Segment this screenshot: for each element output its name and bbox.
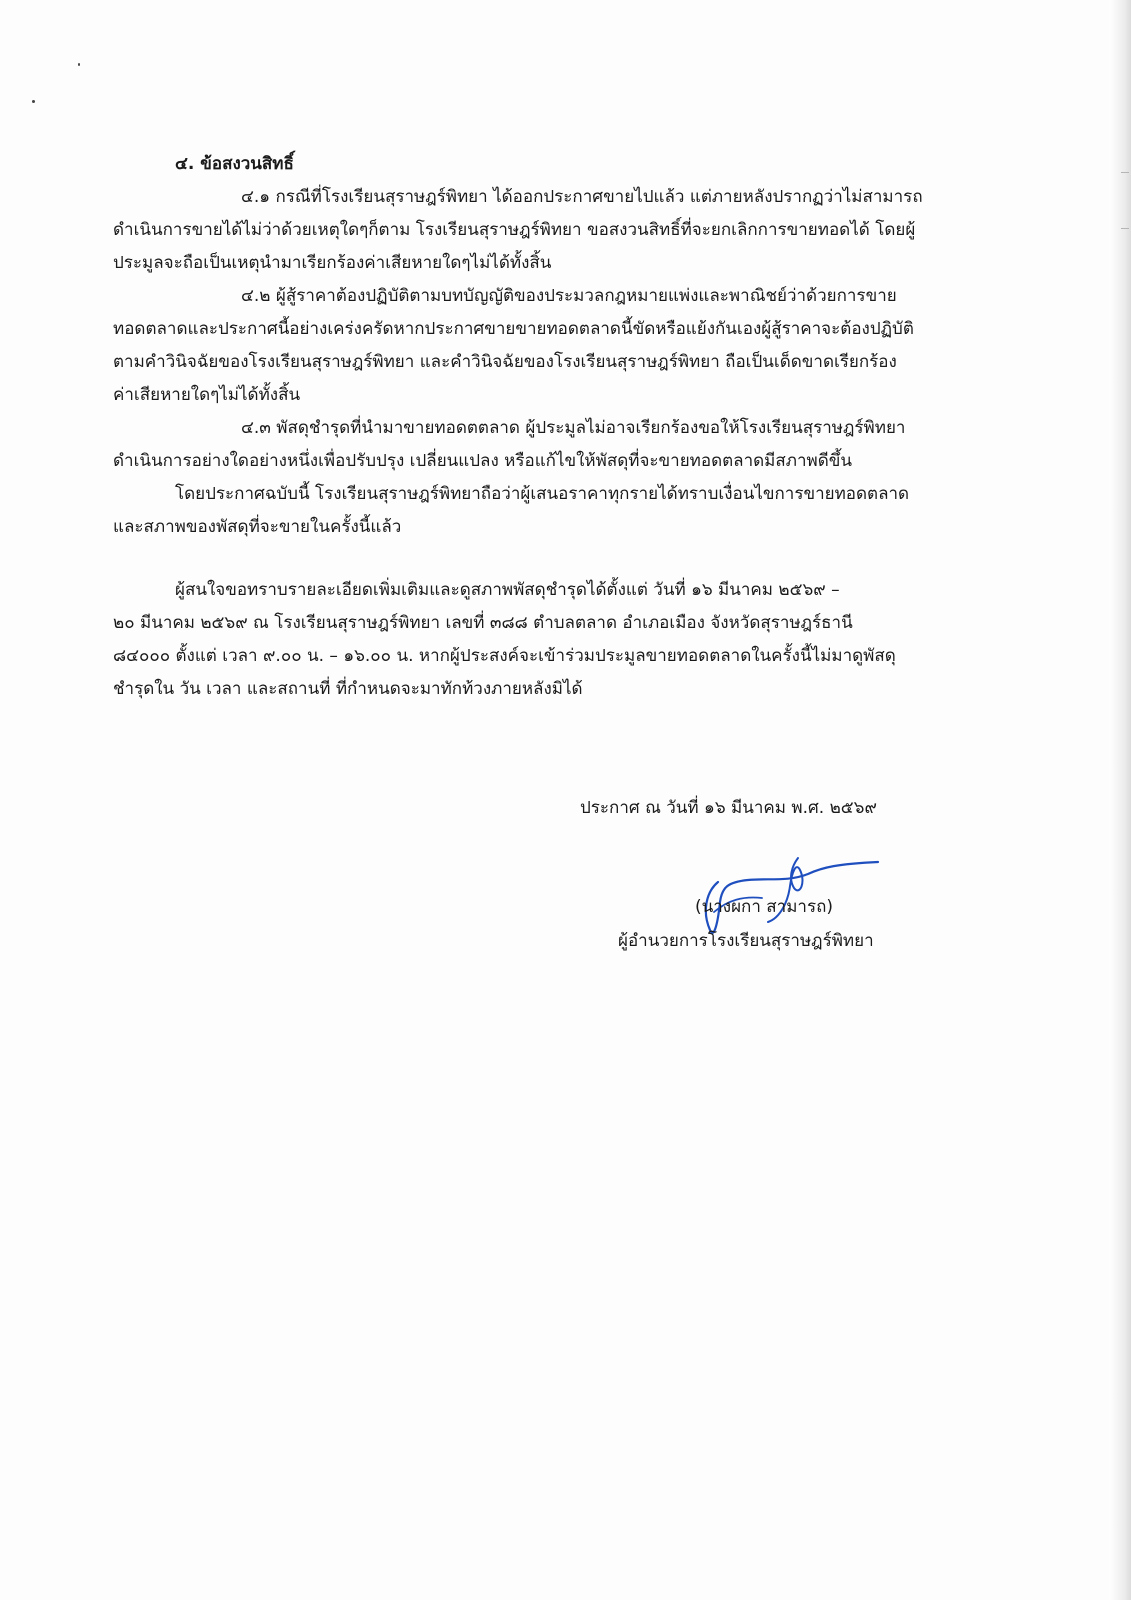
scan-edge-shadow [1109,0,1131,1600]
paragraph-4-2-line: ทอดตลาดและประกาศนี้อย่างเคร่งครัดหากประกาศขายขายทอดตลาดนี้ขัดหรือแย้งกันเองผู้สู้ราคาจะต้องปฏิบัติ [113,319,914,339]
paragraph-4-1-line: ประมูลจะถือเป็นเหตุนำมาเรียกร้องค่าเสียหายใดๆไม่ได้ทั้งสิ้น [113,253,552,273]
document-body [113,148,998,706]
paragraph-4-2-line: ค่าเสียหายใดๆไม่ได้ทั้งสิ้น [113,385,301,405]
issued-date: ประกาศ ณ วันที่ ๑๖ มีนาคม พ.ศ. ๒๕๖๙ [580,798,877,818]
paragraph-4-2-line: ๔.๒ ผู้สู้ราคาต้องปฏิบัติตามบทบัญญัติของประมวลกฎหมายแพ่งและพาณิชย์ว่าด้วยการขาย [241,286,897,306]
inspection-paragraph-line: ๘๔๐๐๐ ตั้งแต่ เวลา ๙.๐๐ น. – ๑๖.๐๐ น. หากผู้ประสงค์จะเข้าร่วมประมูลขายทอดตลาดในครั้งนี้ไม่มาดูพัสดุ [113,646,896,666]
inspection-paragraph-line: ชำรุดใน วัน เวลา และสถานที่ ที่กำหนดจะมาทักท้วงภายหลังมิได้ [113,679,583,699]
notice-paragraph-line: โดยประกาศฉบับนี้ โรงเรียนสุราษฎร์พิทยาถือว่าผู้เสนอราคาทุกรายได้ทราบเงื่อนไขการขายทอดตลาด [175,484,910,504]
scan-speck [32,100,35,103]
signer-title: ผู้อำนวยการโรงเรียนสุราษฎร์พิทยา [618,931,874,951]
notice-paragraph-line: และสภาพของพัสดุที่จะขายในครั้งนี้แล้ว [113,517,402,537]
paragraph-4-1-line: ดำเนินการขายได้ไม่ว่าด้วยเหตุใดๆก็ตาม โรงเรียนสุราษฎร์พิทยา ขอสงวนสิทธิ์ที่จะยกเลิกการขายทอดได้ โดยผู้ [113,220,916,240]
paragraph-4-3-line: ดำเนินการอย่างใดอย่างหนึ่งเพื่อปรับปรุง เปลี่ยนแปลง หรือแก้ไขให้พัสดุที่จะขายทอดตลาดมีสภาพดีขึ้น [113,451,852,471]
paragraph-4-3-line: ๔.๓ พัสดุชำรุดที่นำมาขายทอดตตลาด ผู้ประมูลไม่อาจเรียกร้องขอให้โรงเรียนสุราษฎร์พิทยา [241,418,906,438]
paragraph-4-1-line: ๔.๑ กรณีที่โรงเรียนสุราษฎร์พิทยา ได้ออกประกาศขายไปแล้ว แต่ภายหลังปรากฏว่าไม่สามารถ [241,187,923,207]
issued-block [580,792,1000,825]
scan-mark [1121,228,1129,229]
inspection-paragraph-line: ๒๐ มีนาคม ๒๕๖๙ ณ โรงเรียนสุราษฎร์พิทยา เลขที่ ๓๘๘ ตำบลตลาด อำเภอเมือง จังหวัดสุราษฎร์ธานี [113,613,853,633]
paragraph-4-2-line: ตามคำวินิจฉัยของโรงเรียนสุราษฎร์พิทยา และคำวินิจฉัยของโรงเรียนสุราษฎร์พิทยา ถือเป็นเด็ดขาดเรียกร้อง [113,352,897,372]
signer-name: (นางผกา สามารถ) [695,897,834,917]
paragraph-gap [113,544,998,574]
scan-mark [1121,172,1129,173]
section-heading: ๔. ข้อสงวนสิทธิ์ [175,154,294,174]
scan-speck [78,63,80,66]
inspection-paragraph-line: ผู้สนใจขอทราบรายละเอียดเพิ่มเติมและดูสภาพพัสดุชำรุดได้ตั้งแต่ วันที่ ๑๖ มีนาคม ๒๕๖๙ – [175,580,840,600]
